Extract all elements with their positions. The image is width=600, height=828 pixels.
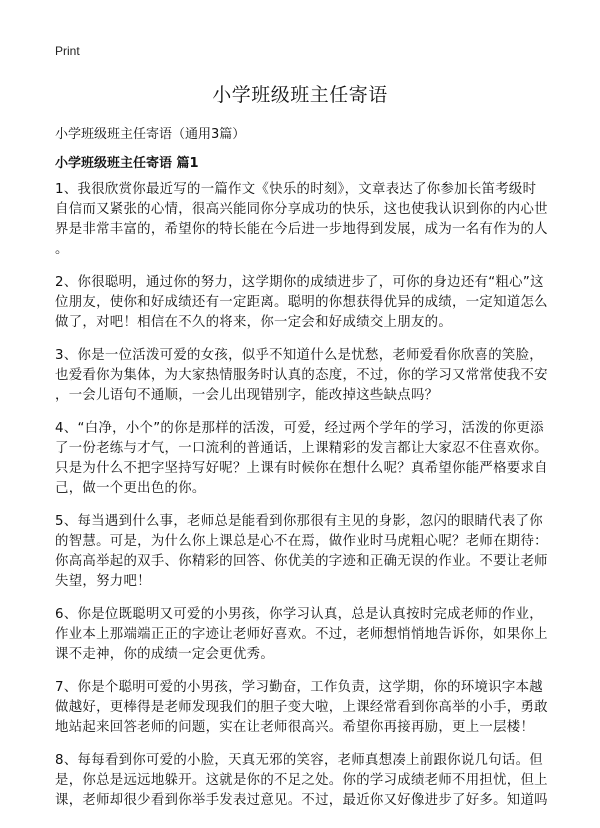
paragraph-line: 的智慧。可是，为什么你上课总是心不在焉，做作业时马虎粗心呢？老师在期待：	[55, 534, 548, 549]
paragraph-line: 是，你总是远远地躲开。这就是你的不足之处。你的学习成绩老师不用担忧，但上	[55, 773, 548, 788]
paragraph	[55, 273, 547, 333]
page-title: 小学班级班主任寄语	[212, 84, 388, 106]
paragraph-line: 己，做一个更出色的你。	[55, 481, 206, 496]
paragraph-list	[55, 180, 547, 811]
paragraph-line: 作业本上那端端正正的字迹让老师好喜欢。不过，老师想悄悄地告诉你，如果你上	[55, 627, 548, 642]
paragraph-line: 失望，努力吧！	[55, 574, 151, 589]
paragraph-line: 课，老师却很少看到你举手发表过意见。不过，最近你又好像进步了好多。知道吗	[55, 793, 548, 808]
print-link[interactable]: Print	[55, 44, 80, 58]
paragraph-line: 6、你是位既聪明又可爱的小男孩，你学习认真，总是认真按时完成老师的作业，	[55, 607, 543, 622]
paragraph	[55, 605, 547, 665]
paragraph-line: 7、你是个聪明可爱的小男孩，学习勤奋，工作负责，这学期，你的环境识字本越	[55, 680, 543, 695]
paragraph-line: 3、你是一位活泼可爱的女孩，似乎不知道什么是忧愁，老师爱看你欣喜的笑脸，	[55, 348, 543, 363]
paragraph-line: 做了，对吧！相信在不久的将来，你一定会和好成绩交上朋友的。	[55, 315, 453, 330]
paragraph-line: 你高高举起的双手、你精彩的回答、你优美的字迹和正确无误的作业。不要让老师	[55, 554, 548, 569]
paragraph-line: 2、你很聪明，通过你的努力，这学期你的成绩进步了，可你的身边还有“粗心”这	[55, 275, 544, 290]
paragraph-line: 4、“白净，小个”的你是那样的活泼，可爱，经过两个学年的学习，活泼的你更添	[55, 421, 544, 436]
paragraph-line: 界是非常丰富的，希望你的特长能在今后进一步地得到发展，成为一名有作为的人	[55, 222, 548, 237]
paragraph-line: 课不走神，你的成绩一定会更优秀。	[55, 647, 275, 662]
paragraph-line: 地站起来回答老师的问题，实在让老师很高兴。希望你再接再励，更上一层楼！	[55, 720, 535, 735]
paragraph-line: 做越好，更棒得是老师发现我们的胆子变大啦，上课经常看到你高举的小手，勇敢	[55, 700, 548, 715]
paragraph-line: 了一份老练与才气，一口流利的普通话，上课精彩的发言都让大家忍不住喜欢你。	[55, 441, 548, 456]
paragraph-line: 自信而又紧张的心情，很高兴能同你分享成功的快乐，这也使我认识到你的内心世	[55, 202, 548, 217]
paragraph-line: ，一会儿语句不通顺，一会儿出现错别字，能改掉这些缺点吗？	[55, 388, 439, 403]
paragraph-line: 。	[55, 242, 69, 257]
paragraph	[55, 180, 547, 260]
paragraph-line: 只是为什么不把字坚持写好呢？上课有时候你在想什么呢？真希望你能严格要求自	[55, 461, 548, 476]
document-subtitle: 小学班级班主任寄语（通用3篇）	[55, 127, 246, 142]
paragraph-line: 8、每每看到你可爱的小脸，天真无邪的笑容，老师真想凑上前跟你说几句话。但	[55, 753, 543, 768]
paragraph-line: 1、我很欣赏你最近写的一篇作文《快乐的时刻》，文章表达了你参加长笛考级时	[55, 182, 537, 197]
paragraph-line: 也爱看你为集体，为大家热情服务时认真的态度，不过，你的学习又常常使我不安	[55, 368, 548, 383]
paragraph-line: 位朋友，使你和好成绩还有一定距离。聪明的你想获得优异的成绩，一定知道怎么	[55, 295, 548, 310]
paragraph	[55, 678, 547, 738]
section-heading: 小学班级班主任寄语 篇1	[55, 156, 199, 171]
paragraph	[55, 346, 547, 406]
paragraph	[55, 751, 547, 811]
paragraph-line: 5、每当遇到什么事，老师总是能看到你那很有主见的身影，忽闪的眼睛代表了你	[55, 514, 543, 529]
paragraph	[55, 419, 547, 499]
paragraph	[55, 512, 547, 592]
